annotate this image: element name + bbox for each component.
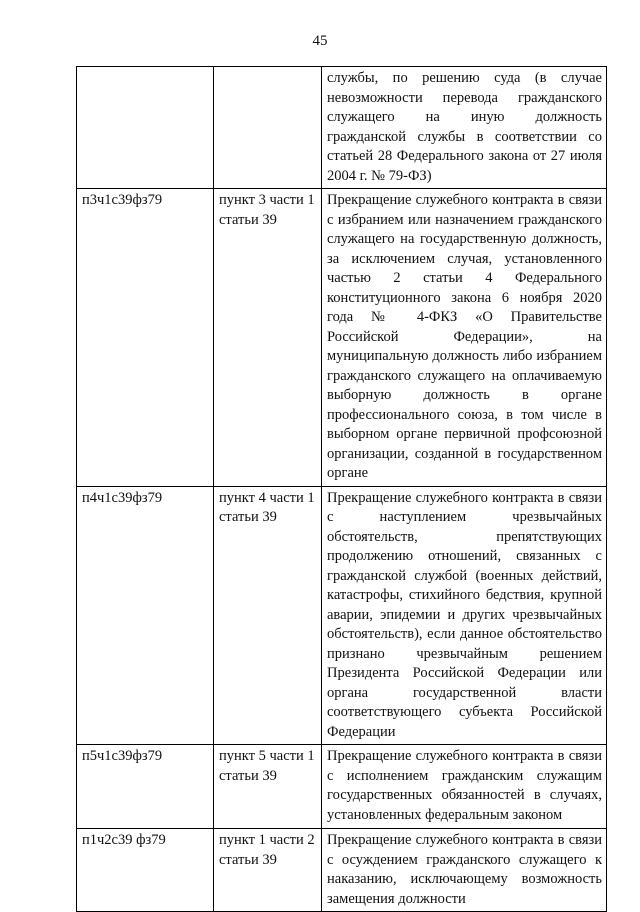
description-cell: Прекращение служебного контракта в связи с осуждением гражданского служащего к наказанию, исключающему возможность замещения должности (322, 829, 607, 912)
reference-cell: пункт 4 части 1 статьи 39 (214, 486, 322, 745)
code-cell: п1ч2с39 фз79 (77, 829, 214, 912)
code-cell (77, 67, 214, 189)
table-row (77, 829, 607, 912)
reference-cell (214, 67, 322, 189)
description-cell: Прекращение служебного контракта в связи с исполнением гражданским служащим государственных обязанностей в случаях, установленных федеральным законом (322, 745, 607, 829)
code-cell: п3ч1с39фз79 (77, 189, 214, 487)
reference-cell: пункт 1 части 2 статьи 39 (214, 829, 322, 912)
reference-cell: пункт 3 части 1 статьи 39 (214, 189, 322, 487)
legal-grounds-table (76, 66, 607, 912)
table-row (77, 486, 607, 745)
description-cell: Прекращение служебного контракта в связи с избранием или назначением гражданского служащего на государственную должность, за исключением случая, установленного частью 2 статьи 4 Федерального конституционного закона 6 ноября 2020 года № 4-ФКЗ «О Правительстве Российской Федерации», на муниципальную должность либо избранием гражданского служащего на оплачиваемую выборную должность в органе профессионального союза, в том числе в выборном органе первичной профсоюзной организации, созданной в государственном органе (322, 189, 607, 487)
code-cell: п4ч1с39фз79 (77, 486, 214, 745)
code-cell: п5ч1с39фз79 (77, 745, 214, 829)
table-row (77, 67, 607, 189)
reference-cell: пункт 5 части 1 статьи 39 (214, 745, 322, 829)
table-row (77, 189, 607, 487)
page-number: 45 (312, 33, 328, 49)
table-row (77, 745, 607, 829)
description-cell: Прекращение служебного контракта в связи с наступлением чрезвычайных обстоятельств, препятствующих продолжению отношений, связанных с гражданской службой (военных действий, катастрофы, стихийного бедствия, крупной аварии, эпидемии и других чрезвычайных обстоятельств), если данное обстоятельство признано чрезвычайным решением Президента Российской Федерации или органа государственной власти соответствующего субъекта Российской Федерации (322, 486, 607, 745)
description-cell: службы, по решению суда (в случае невозможности перевода гражданского служащего на иную должность гражданской службы в соответствии со статьей 28 Федерального закона от 27 июля 2004 г. № 79-ФЗ) (322, 67, 607, 189)
